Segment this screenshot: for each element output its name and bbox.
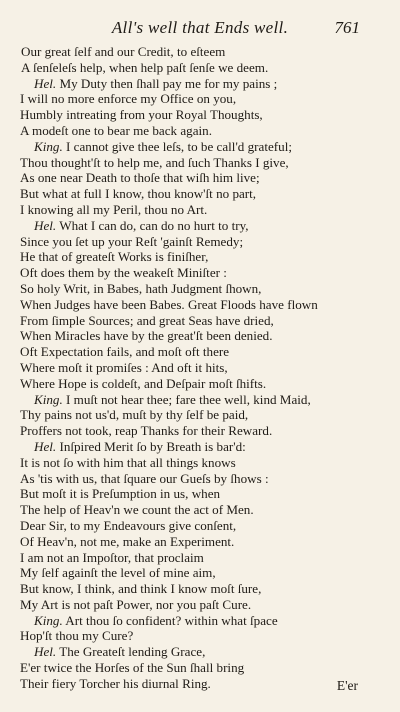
line-text: What I can do, can do no hurt to try,: [56, 217, 249, 233]
verse-line: [20, 644, 380, 660]
verse-line: [20, 297, 380, 313]
verse-line: [20, 439, 380, 455]
line-text: Thou thought'ſt to help me, and ſuch Thanks I give,: [20, 154, 289, 170]
verse-line: [20, 550, 380, 566]
verse-line: [20, 660, 380, 676]
line-text: My ſelf againſt the level of mine aim,: [20, 565, 216, 581]
verse-line: [20, 313, 380, 329]
line-text: The help of Heav'n we count the act of Men.: [20, 502, 254, 518]
line-text: I cannot give thee leſs, to be call'd grateful;: [62, 138, 292, 154]
verse-line: [20, 534, 380, 550]
verse-text: [20, 44, 380, 692]
verse-line: [20, 91, 380, 107]
line-text: From ſimple Sources; and great Seas have dried,: [20, 312, 274, 328]
line-text: As 'tis with us, that ſquare our Gueſs by ſhows :: [20, 470, 269, 486]
verse-line: [20, 613, 380, 629]
verse-line: [20, 597, 380, 613]
verse-line: [20, 407, 380, 423]
verse-line: [20, 123, 380, 139]
verse-line: [20, 392, 380, 408]
page-header: [0, 18, 400, 40]
line-text: It is not ſo with him that all things knows: [20, 454, 236, 470]
running-title: All's well that Ends well.: [111, 18, 289, 37]
speaker-name: Hel.: [34, 217, 57, 233]
line-text: Proffers not took, reap Thanks for their Reward.: [20, 423, 273, 439]
line-text: Inſpired Merit ſo by Breath is bar'd:: [56, 438, 246, 454]
line-text: Of Heav'n, not me, make an Experiment.: [20, 533, 235, 549]
line-text: Hop'ſt thou my Cure?: [20, 628, 134, 644]
line-text: I muſt not hear thee; fare thee well, kind Maid,: [62, 391, 311, 407]
line-text: When Judges have been Babes. Great Floods have flown: [20, 296, 318, 312]
line-text: The Greateſt lending Grace,: [56, 644, 206, 660]
verse-line: [20, 139, 380, 155]
speaker-name: Hel.: [34, 438, 57, 454]
catchword: E'er: [336, 678, 358, 693]
line-text: A modeſt one to bear me back again.: [20, 122, 212, 138]
line-text: Dear Sir, to my Endeavours give conſent,: [20, 517, 237, 533]
verse-line: [20, 471, 380, 487]
line-text: My Art is not paſt Power, nor you paſt Cure.: [20, 596, 252, 612]
line-text: So holy Writ, in Babes, hath Judgment ſhown,: [20, 280, 262, 296]
verse-line: [20, 486, 380, 502]
verse-line: [20, 249, 380, 265]
verse-line: [20, 328, 380, 344]
line-text: Oft Expectation fails, and moſt oft there: [20, 344, 230, 360]
speaker-name: Hel.: [34, 644, 57, 660]
line-text: I am not an Impoſtor, that proclaim: [20, 549, 204, 565]
line-text: When Miracles have by the great'ſt been denied.: [20, 328, 273, 344]
verse-line: [20, 44, 380, 60]
verse-line: [20, 202, 380, 218]
verse-line: [20, 423, 380, 439]
verse-line: [20, 376, 380, 392]
verse-line: [20, 218, 380, 234]
line-text: He that of greateſt Works is finiſher,: [20, 249, 209, 265]
verse-line: [20, 581, 380, 597]
verse-line: [20, 455, 380, 471]
verse-line: [20, 628, 380, 644]
line-text: Where moſt it promiſes : And oft it hits,: [20, 359, 228, 375]
line-text: Oft does them by the weakeſt Miniſter :: [20, 265, 227, 281]
line-text: Our great ſelf and our Credit, to eſteem: [21, 44, 226, 59]
verse-line: [20, 281, 380, 297]
line-text: But moſt it is Preſumption in us, when: [20, 486, 221, 502]
line-text: But know, I think, and think I know moſt ſure,: [20, 581, 262, 597]
line-text: Their fiery Torcher his diurnal Ring.: [20, 675, 211, 691]
speaker-name: King.: [34, 391, 63, 407]
verse-line: [20, 565, 380, 581]
line-text: But what at full I know, thou know'ſt no part,: [20, 186, 257, 202]
speaker-name: King.: [34, 612, 63, 628]
line-text: Thy pains not us'd, muſt by thy ſelf be paid,: [20, 407, 249, 423]
line-text: I will no more enforce my Office on you,: [20, 91, 237, 107]
verse-line: [20, 265, 380, 281]
verse-line: [20, 76, 380, 92]
verse-line: [20, 234, 380, 250]
speaker-name: Hel.: [34, 75, 57, 91]
speaker-name: King.: [34, 138, 63, 154]
verse-line: [20, 170, 380, 186]
line-text: Where Hope is coldeſt, and Deſpair moſt ſhifts.: [20, 375, 267, 391]
page-number: 761: [334, 18, 360, 37]
line-text: My Duty then ſhall pay me for my pains ;: [56, 75, 278, 91]
verse-line: [20, 676, 380, 692]
verse-line: [20, 360, 380, 376]
verse-line: [20, 107, 380, 123]
verse-line: [20, 502, 380, 518]
verse-line: [20, 60, 380, 76]
line-text: E'er twice the Horſes of the Sun ſhall bring: [20, 660, 245, 676]
verse-line: [20, 518, 380, 534]
verse-line: [20, 155, 380, 171]
line-text: Art thou ſo confident? within what ſpace: [62, 612, 278, 628]
line-text: I knowing all my Peril, thou no Art.: [20, 201, 208, 217]
line-text: Humbly intreating from your Royal Thoughts,: [20, 107, 263, 123]
line-text: As one near Death to thoſe that wiſh him live;: [20, 170, 260, 186]
line-text: A ſenſeleſs help, when help paſt ſenſe we deem.: [21, 59, 269, 75]
line-text: Since you ſet up your Reſt 'gainſt Remedy;: [20, 233, 244, 249]
verse-line: [20, 186, 380, 202]
verse-line: [20, 344, 380, 360]
